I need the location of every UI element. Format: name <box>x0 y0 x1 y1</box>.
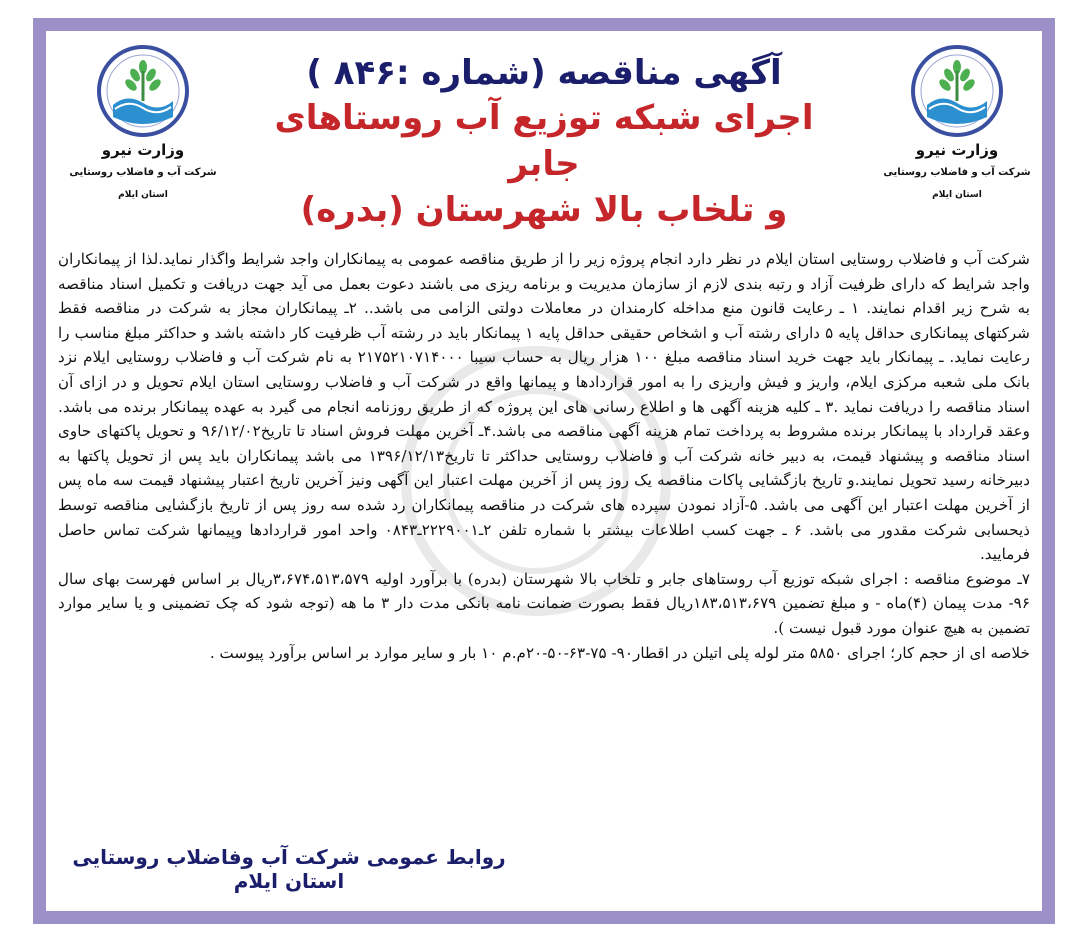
main-paragraph: شرکت آب و فاضلاب روستایی استان ایلام در نظر دارد انجام پروژه زیر را از طریق مناقصه عمومی به پیمانکاران واجد شرایط واگذار نماید.لذا از پیمانکاران واجد شرایط که دارای ظرفیت آزاد و رتبه بندی لازم از سازمان مدیریت و برنامه ریزی می باشند دعوت بعمل می آید جهت دریافت و تکمیل اسناد مناقصه به شرح زیر اقدام نمایند. ۱ ـ رعایت قانون منع مداخله کارمندان در معاملات دولتی الزامی می باشد.. ۲ـ پیمانکاران مجاز به شرکت در مناقصه فقط شرکتهای پیمانکاری حداقل پایه ۵ دارای رشته آب و اشخاص حقیقی حداقل پایه ۱ پیمانکار باید در رشته آب ظرفیت کار داشته باشد و حداکثر مبلغ مناسب را رعایت نماید. ـ پیمانکار باید جهت خرید اسناد مناقصه مبلغ ۱۰۰ هزار ریال به حساب سیبا ۲۱۷۵۲۱۰۷۱۴۰۰۰ به نام شرکت آب و فاضلاب روستایی ایلام نزد بانک ملی شعبه مرکزی ایلام، واریز و فیش واریزی را به امور قراردادها و پیمانها واقع در شرکت آب و فاضلاب روستایی استان ایلام تحویل و در ازای آن اسناد مناقصه را دریافت نماید .۳ ـ کلیه هزینه آگهی ها و اطلاع رسانی های این پروژه که از طریق روزنامه انجام می گیرد به عهده پیمانکار برنده می باشد. وعقد قرارداد با پیمانکار برنده مشروط به پرداخت تمام هزینه آگهی مناقصه می باشد.۴ـ آخرین مهلت فروش اسناد تا تاریخ۹۶/۱۲/۰۲ و تحویل پاکتهای حاوی اسناد مناقصه و پیشنهاد قیمت، به دبیر خانه شرکت آب و فاضلاب روستایی حداکثر تا تاریخ۱۳۹۶/۱۲/۱۳ می باشد پیمانکاران باید پس از تحویل پاکتها به دبیرخانه رسید تحویل نمایند.و تاریخ بازگشایی پاکات مناقصه یک روز پس از آخرین مهلت اعتبار این آگهی ونیز آخرین تاریخ اعتبار پیشنهاد قیمت سه ماه پس از آخرین مهلت اعتبار این آگهی می باشد. ۵-آزاد نمودن سپرده های شرکت در مناقصه پیمانکاران رد شده سه روز پس از تاریخ بازگشایی مناقصه توسط ذیحسابی شرکت مقدور می باشد. ۶ ـ جهت کسب اطلاعات بیشتر با شماره تلفن ۲ـ۲۲۲۹۰۰۱ـ۰۸۴۳ واحد امور قراردادها وپیمانها شرکت تماس حاصل فرمایید. <box>58 250 1031 564</box>
work-summary-paragraph: خلاصه ای از حجم کار؛ اجرای ۵۸۵۰ متر لوله پلی اتیلن در اقطار۹۰- ۷۵-۶۳-۵۰-۲۰م.م ۱۰ بار و سایر موارد بر اساس برآورد پیوست . <box>209 643 1030 662</box>
subject-paragraph: ۷ـ موضوع مناقصه : اجرای شبکه توزیع آب روستاهای جابر و تلخاب بالا شهرستان (بدره) با برآورد اولیه ۳،۶۷۴،۵۱۳،۵۷۹ریال بر اساس فهرست بهای سال ۹۶- مدت پیمان (۴)ماه - و مبلغ تضمین ۱۸۳،۵۱۳،۶۷۹ریال فقط بصورت ضمانت نامه بانکی مدت دار ۳ ما هه (توجه شود که چک تضمینی و یا سایر موارد تضمین به هیچ عنوان مورد قبول نیست ). <box>58 569 1030 637</box>
ministry-logo-icon <box>97 45 189 137</box>
logo-right <box>882 45 1032 200</box>
public-relations-signature: روابط عمومی شرکت آب وفاضلاب روستایی استان ایلام <box>72 845 506 893</box>
announcement-titles <box>236 51 852 233</box>
logo-province-label: استان ایلام <box>118 190 168 200</box>
announcement-body <box>46 247 1042 665</box>
announcement-panel <box>46 31 1042 911</box>
project-title-line1: اجرای شبکه توزیع آب روستاهای جابر <box>274 98 814 184</box>
logo-company-label: شرکت آب و فاضلاب روستایی <box>883 167 1031 178</box>
announcement-header <box>46 31 1042 241</box>
ministry-logo-icon <box>911 45 1003 137</box>
logo-province-label: استان ایلام <box>932 190 982 200</box>
logo-ministry-label: وزارت نیرو <box>915 141 999 159</box>
logo-left <box>68 45 218 200</box>
announcement-title: آگهی مناقصه (شماره :۸۴۶ ) <box>306 53 782 93</box>
logo-company-label: شرکت آب و فاضلاب روستایی <box>69 167 217 178</box>
footer <box>46 845 1042 893</box>
project-title-line2: و تلخاب بالا شهرستان (بدره) <box>300 190 788 230</box>
logo-ministry-label: وزارت نیرو <box>101 141 185 159</box>
